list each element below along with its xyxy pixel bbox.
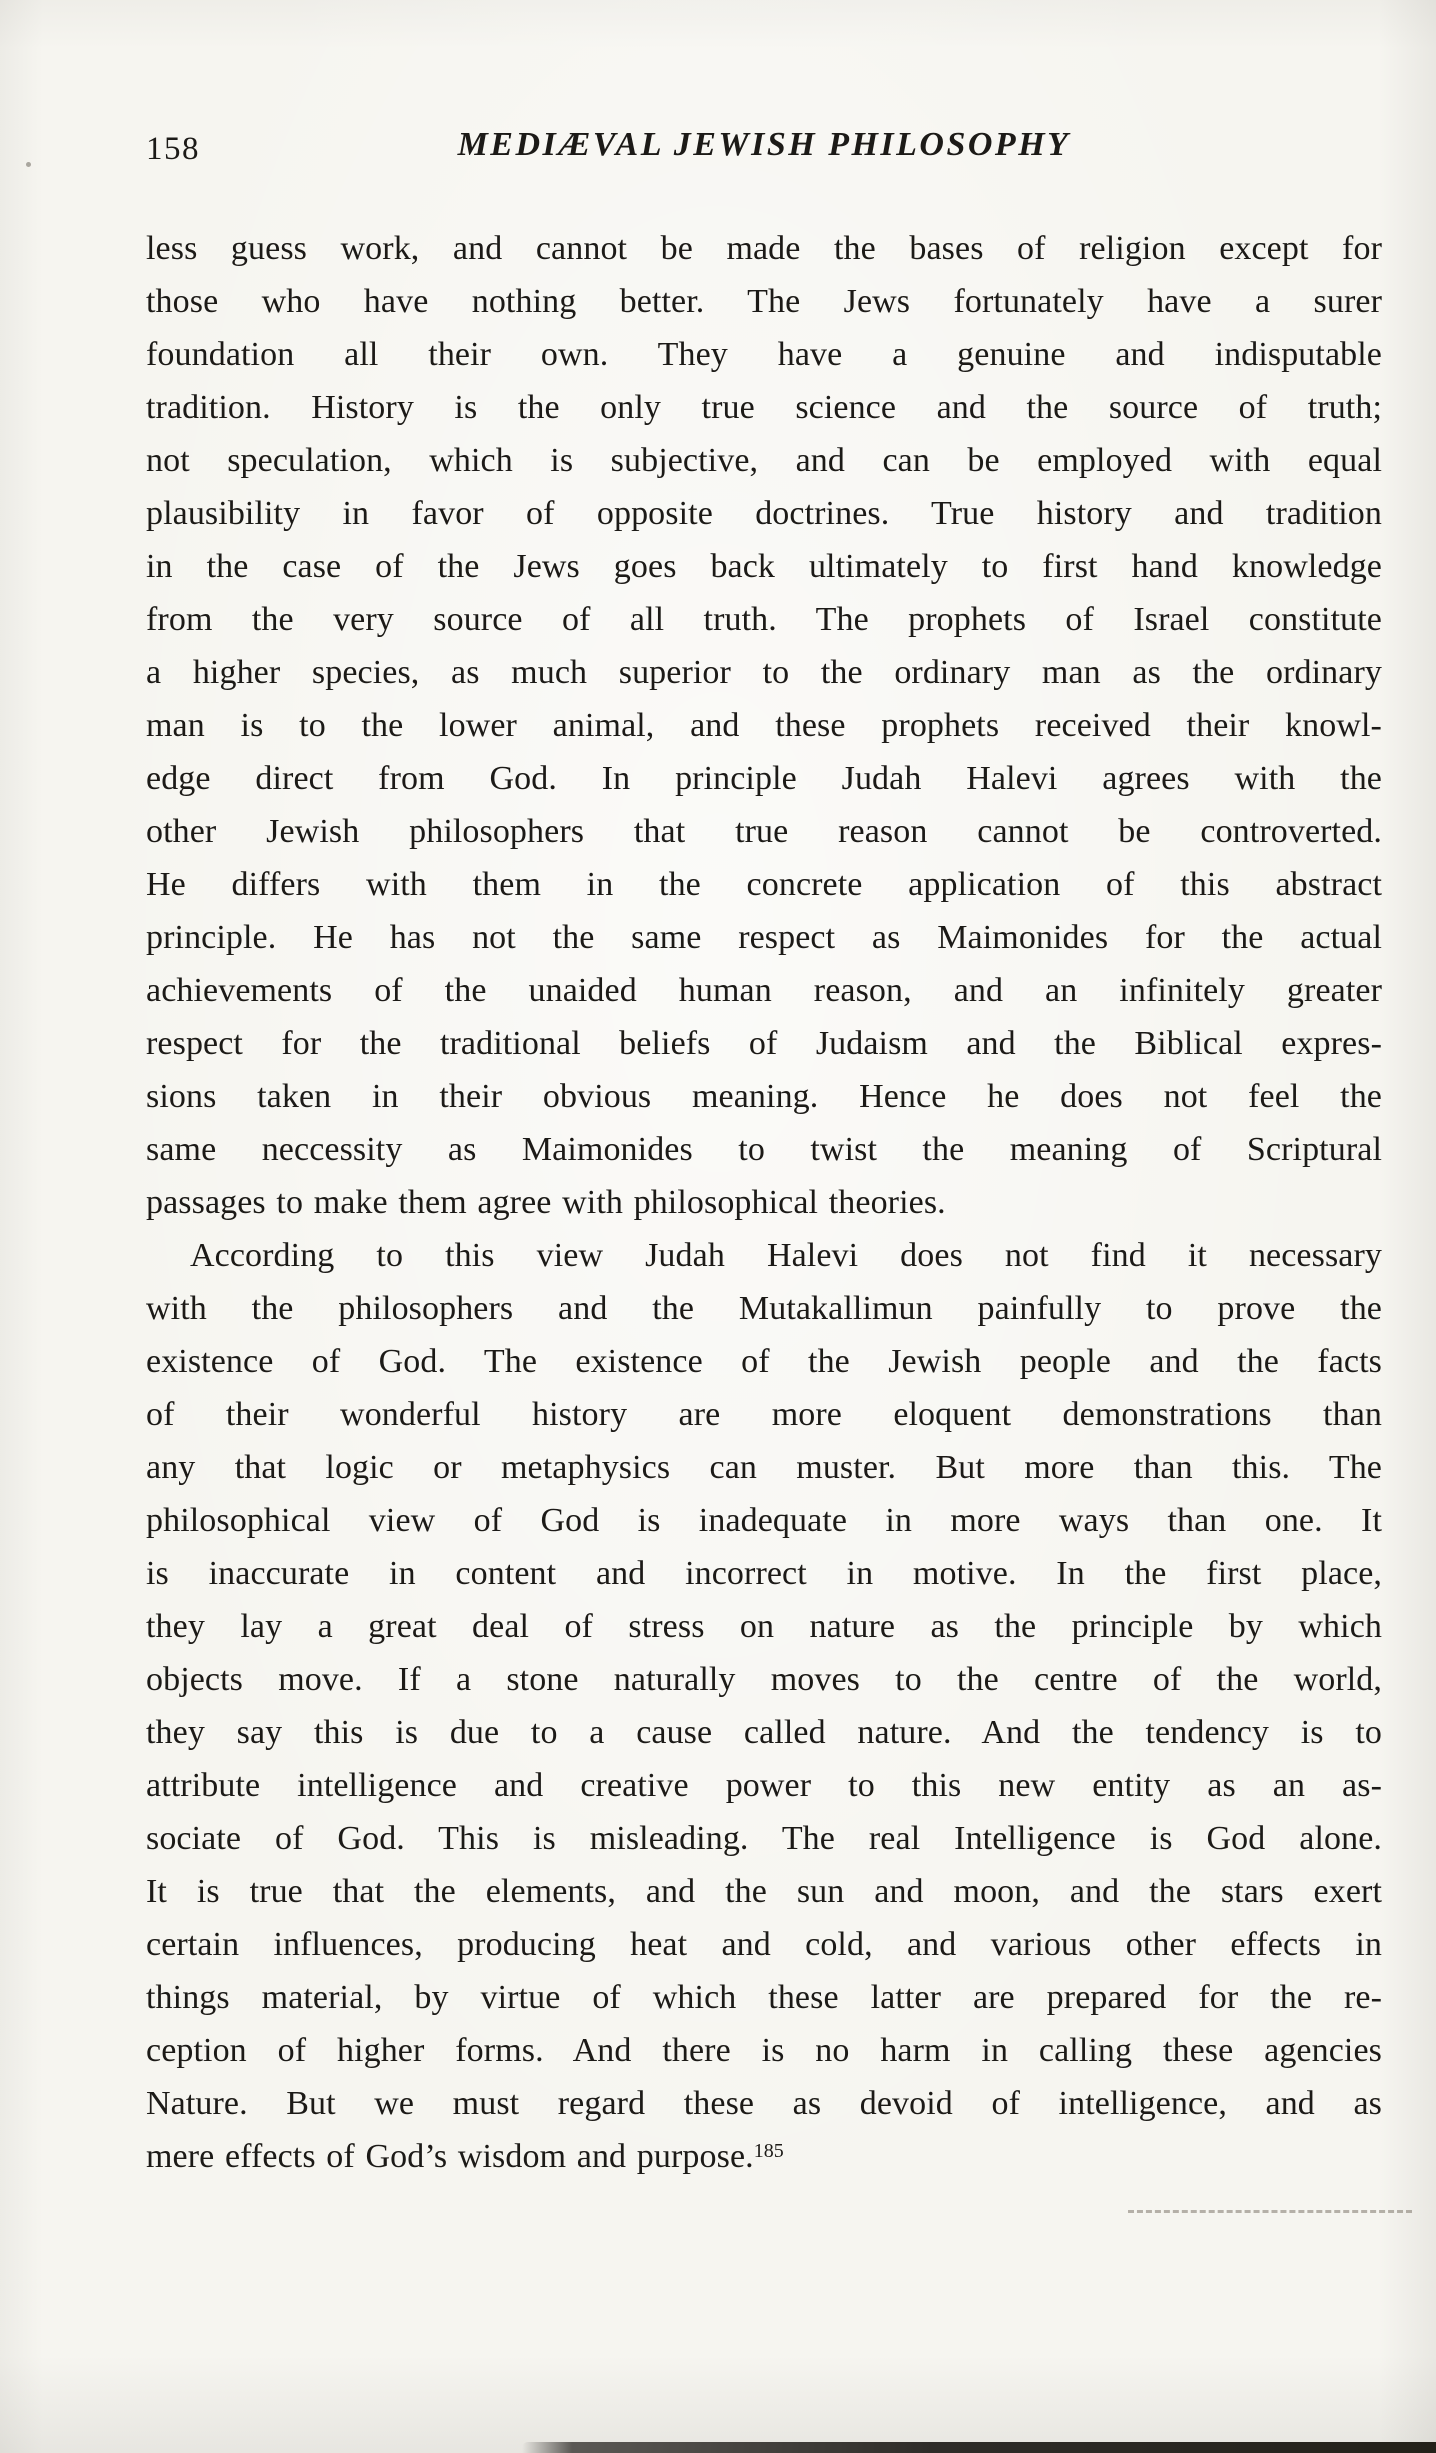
text-line: foundation all their own. They have a genuine and indisputable — [146, 336, 1382, 373]
text-line: man is to the lower animal, and these prophets received their knowl- — [146, 707, 1382, 744]
scan-edge-shadow — [522, 2442, 1436, 2453]
paragraph — [146, 1229, 1382, 2183]
page-header — [146, 126, 1382, 176]
text-line: ception of higher forms. And there is no harm in calling these agencies — [146, 2032, 1382, 2069]
text-line: things material, by virtue of which these latter are prepared for the re- — [146, 1979, 1382, 2016]
text-line: those who have nothing better. The Jews fortunately have a surer — [146, 283, 1382, 320]
text-line: other Jewish philosophers that true reason cannot be controverted. — [146, 813, 1382, 850]
text-line: attribute intelligence and creative power to this new entity as an as- — [146, 1767, 1382, 1804]
text-line: philosophical view of God is inadequate in more ways than one. It — [146, 1502, 1382, 1539]
text-line: He differs with them in the concrete application of this abstract — [146, 866, 1382, 903]
scan-dot-artifact — [26, 162, 31, 167]
text-line: same neccessity as Maimonides to twist the meaning of Scriptural — [146, 1131, 1382, 1168]
text-line: edge direct from God. In principle Judah Halevi agrees with the — [146, 760, 1382, 797]
text-line: they say this is due to a cause called nature. And the tendency is to — [146, 1714, 1382, 1751]
footnote-ref: 185 — [753, 2140, 784, 2162]
text-line: passages to make them agree with philosophical theories. — [146, 1184, 946, 1221]
text-line: tradition. History is the only true science and the source of truth; — [146, 389, 1382, 426]
text-line: certain influences, producing heat and cold, and various other effects in — [146, 1926, 1382, 1963]
text-line: of their wonderful history are more eloquent demonstrations than — [146, 1396, 1382, 1433]
text-line: any that logic or metaphysics can muster. But more than this. The — [146, 1449, 1382, 1486]
text-line: less guess work, and cannot be made the bases of religion except for — [146, 230, 1382, 267]
text-line: It is true that the elements, and the sun and moon, and the stars exert — [146, 1873, 1382, 1910]
text-line: a higher species, as much superior to the ordinary man as the ordinary — [146, 654, 1382, 691]
text-line: principle. He has not the same respect as Maimonides for the actual — [146, 919, 1382, 956]
text-line: plausibility in favor of opposite doctrines. True history and tradition — [146, 495, 1382, 532]
text-line: they lay a great deal of stress on nature as the principle by which — [146, 1608, 1382, 1645]
text-line: sions taken in their obvious meaning. Hence he does not feel the — [146, 1078, 1382, 1115]
text-line: objects move. If a stone naturally moves to the centre of the world, — [146, 1661, 1382, 1698]
scan-dashes-artifact — [1128, 2210, 1412, 2213]
text-line: not speculation, which is subjective, and can be employed with equal — [146, 442, 1382, 479]
text-line: sociate of God. This is misleading. The real Intelligence is God alone. — [146, 1820, 1382, 1857]
text-line: respect for the traditional beliefs of Judaism and the Biblical expres- — [146, 1025, 1382, 1062]
text-line: achievements of the unaided human reason, and an infinitely greater — [146, 972, 1382, 1009]
text-line: in the case of the Jews goes back ultimately to first hand knowledge — [146, 548, 1382, 585]
text-line: mere effects of God’s wisdom and purpose.$^{185}$ — [146, 2138, 784, 2175]
text-line: from the very source of all truth. The prophets of Israel constitute — [146, 601, 1382, 638]
text-line: existence of God. The existence of the Jewish people and the facts — [146, 1343, 1382, 1380]
text-line: is inaccurate in content and incorrect in motive. In the first place, — [146, 1555, 1382, 1592]
text-line: Nature. But we must regard these as devoid of intelligence, and as — [146, 2085, 1382, 2122]
paragraph — [146, 222, 1382, 1229]
text-line: with the philosophers and the Mutakallimun painfully to prove the — [146, 1290, 1382, 1327]
page-number: 158 — [146, 131, 200, 167]
text-block — [146, 222, 1382, 2183]
running-header-title: MEDIÆVAL JEWISH PHILOSOPHY — [457, 126, 1071, 163]
text-line: According to this view Judah Halevi does not find it necessary — [190, 1237, 1382, 1274]
